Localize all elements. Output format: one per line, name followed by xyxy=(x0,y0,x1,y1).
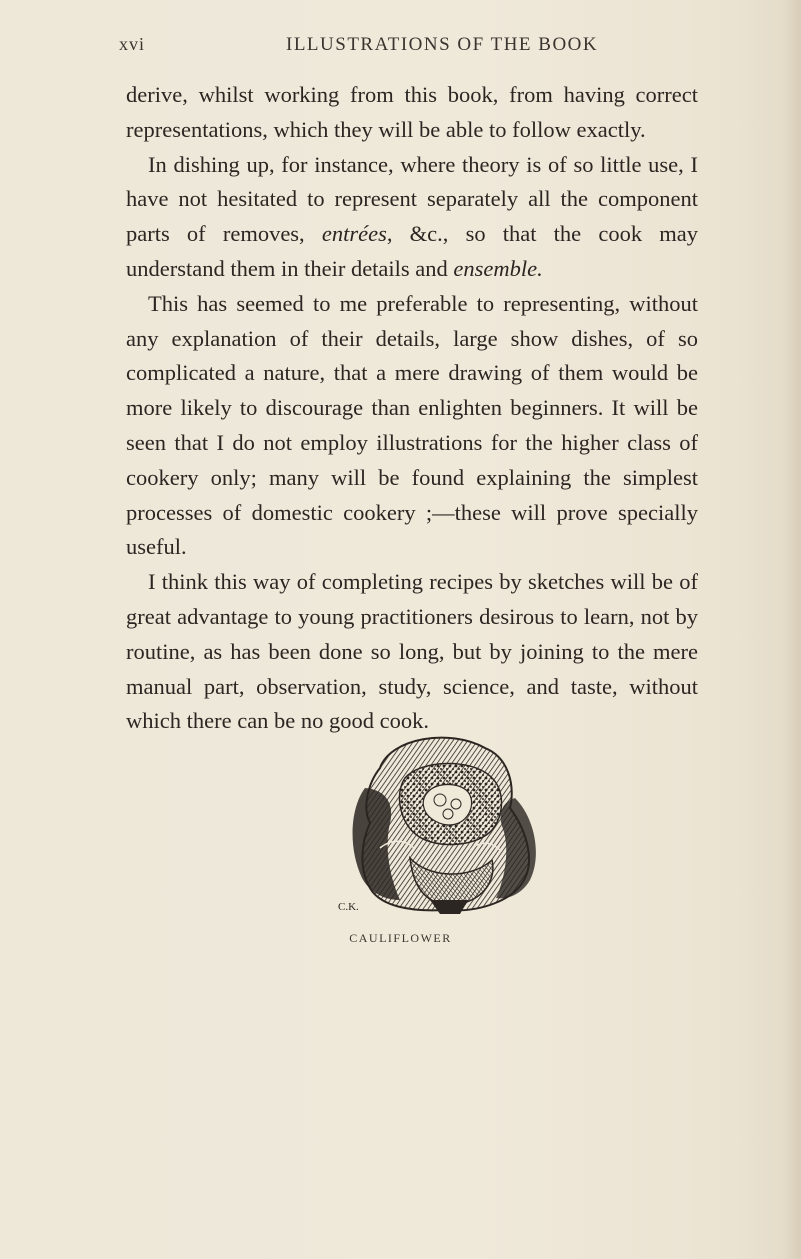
figure-caption: CAULIFLOWER xyxy=(349,931,452,945)
cauliflower-icon xyxy=(310,728,566,918)
text-run: This has seemed to me preferable to representing, without any explanation of their details, large show dishes, of so complicated a nature, that a mere drawing of them would be more likely to discourage than enlighten beginners. It will be seen that I do not employ illustrations for the higher class of cookery only; many will be found explaining the simplest processes of domestic cookery ;—these will prove specially useful. xyxy=(126,290,698,560)
paragraph xyxy=(126,565,698,739)
page-edge-shadow xyxy=(783,0,801,1259)
running-title: ILLUSTRATIONS OF THE BOOK xyxy=(286,34,599,55)
page-number: xvi xyxy=(119,34,146,54)
text-run: , &c., so that the cook may understand them in their details and xyxy=(126,221,699,281)
paragraph xyxy=(126,148,698,287)
running-head xyxy=(119,34,719,62)
text-run: In dishing up, for instance, where theory is of so little use, I have not hesitated to represent separately all the component parts of removes, xyxy=(126,151,698,247)
paragraph xyxy=(126,78,698,148)
engraver-signature: C.K. xyxy=(338,901,359,913)
text-run: derive, whilst working from this book, from having correct representations, which they will be able to follow exactly. xyxy=(126,82,698,142)
body-text xyxy=(126,78,698,739)
text-run: I think this way of completing recipes by sketches will be of great advantage to young practitioners desirous to learn, not by routine, as has been done so long, but by joining to the mere manual part, observation, study, science, and taste, without which there can be no good cook. xyxy=(126,569,698,734)
italic-term: entrées xyxy=(321,221,387,247)
paragraph xyxy=(126,287,698,565)
italic-term: ensemble. xyxy=(453,255,543,281)
